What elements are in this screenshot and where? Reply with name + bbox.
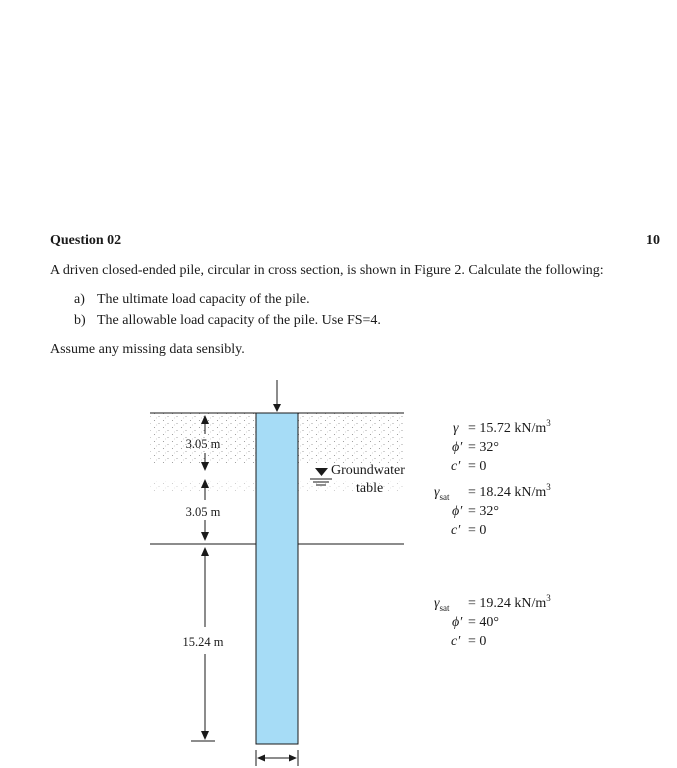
friction-angle-symbol: ϕ′ [452, 615, 463, 630]
cohesion-symbol: c′ [451, 523, 461, 538]
part-text: The allowable load capacity of the pile. Use FS=4. [97, 313, 381, 328]
svg-text:= 15.72 kN/m3 [468, 418, 551, 436]
unit-weight-value: = 15.72 kN/m [468, 421, 547, 436]
groundwater-label-2: table [356, 481, 384, 496]
layer-1-properties [451, 418, 551, 474]
unit-weight-subscript: sat [439, 603, 450, 613]
part-label: a) [74, 292, 85, 307]
assumption-note: Assume any missing data sensibly. [50, 342, 245, 357]
cohesion-value: = 0 [468, 459, 487, 474]
svg-text:γsat [434, 485, 450, 502]
sand-hatch-right-upper [298, 413, 404, 465]
layer-3-properties [434, 593, 551, 649]
layer-2-properties [434, 482, 551, 538]
svg-text:= 19.24 kN/m3 [468, 593, 551, 611]
pile-diagram [0, 370, 677, 768]
question-header [50, 233, 660, 253]
friction-angle-value: = 32° [468, 504, 499, 519]
friction-angle-value: = 32° [468, 440, 499, 455]
unit-weight-subscript: sat [439, 492, 450, 502]
unit-exponent: 3 [546, 482, 551, 492]
groundwater-label-1: Groundwater [331, 463, 405, 478]
unit-weight-symbol: γ [434, 485, 440, 500]
unit-weight-value: = 18.24 kN/m [468, 485, 547, 500]
cohesion-value: = 0 [468, 634, 487, 649]
part-a [74, 292, 381, 313]
pile [256, 413, 298, 744]
depth-label-2: 3.05 m [185, 505, 221, 519]
part-label: b) [74, 313, 86, 328]
unit-weight-symbol: γ [453, 421, 459, 436]
depth-label-3: 15.24 m [182, 635, 224, 649]
load-arrow-icon [273, 404, 281, 412]
pile-diameter-dim [256, 750, 298, 766]
question-intro: A driven closed-ended pile, circular in cross section, is shown in Figure 2. Calculate the following: [50, 263, 604, 278]
pile-figure [0, 370, 677, 768]
friction-angle-symbol: ϕ′ [452, 440, 463, 455]
cohesion-value: = 0 [468, 523, 487, 538]
sand-hatch-right-lower [298, 481, 404, 493]
friction-angle-value: = 40° [468, 615, 499, 630]
cohesion-symbol: c′ [451, 459, 461, 474]
question-marks: 10 [646, 233, 660, 248]
friction-angle-symbol: ϕ′ [452, 504, 463, 519]
unit-exponent: 3 [546, 593, 551, 603]
svg-text:γsat [434, 596, 450, 613]
part-text: The ultimate load capacity of the pile. [97, 292, 310, 307]
groundwater-table-icon [310, 468, 332, 485]
part-b [74, 313, 381, 334]
question-parts [74, 292, 381, 334]
unit-exponent: 3 [546, 418, 551, 428]
cohesion-symbol: c′ [451, 634, 461, 649]
depth-label-1: 3.05 m [185, 437, 221, 451]
unit-weight-symbol: γ [434, 596, 440, 611]
svg-text:= 18.24 kN/m3 [468, 482, 551, 500]
unit-weight-value: = 19.24 kN/m [468, 596, 547, 611]
question-title: Question 02 [50, 233, 122, 248]
